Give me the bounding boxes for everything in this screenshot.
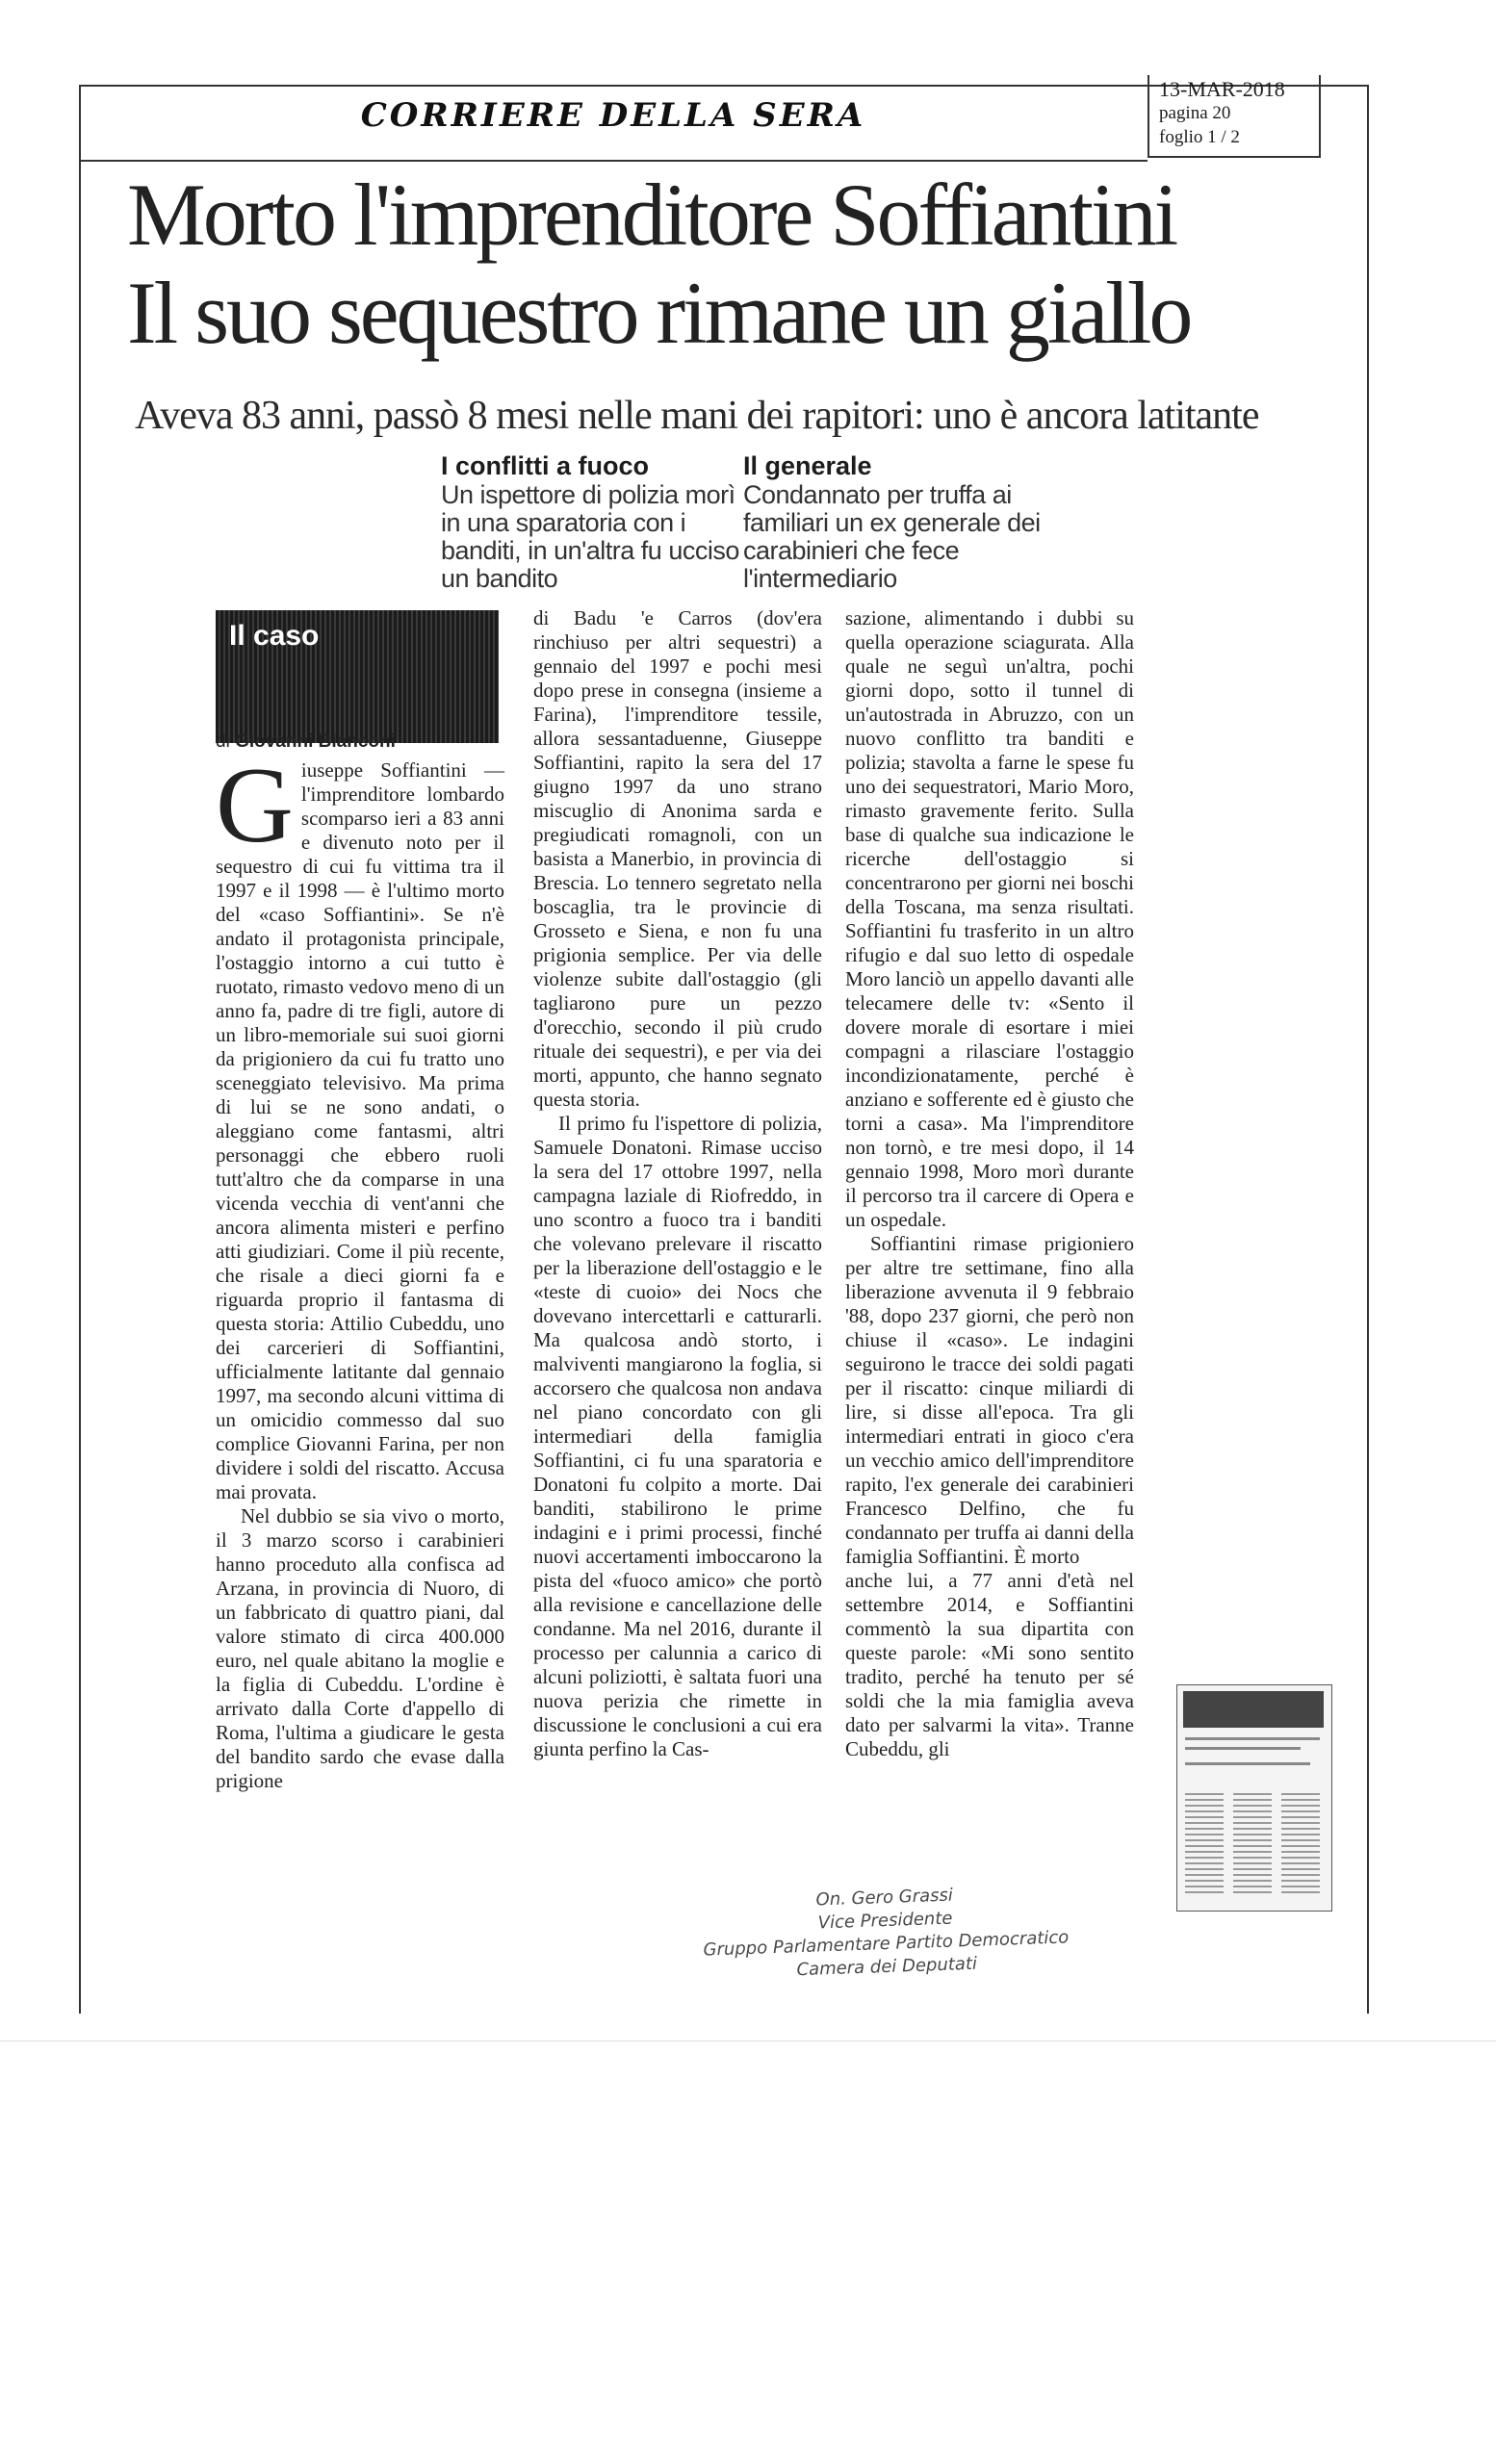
article-paragraph: anche lui, a 77 anni d'età nel settembre 2014, e Soffiantini commentò la sua dipartita con queste parole: «Mi sono sentito tradito, perché ha tenuto per sé soldi che la mia famiglia aveva dato per salvarmi la vita». Tranne Cubeddu, gli: [845, 1569, 1134, 1760]
article-column-2: [533, 606, 822, 1761]
caso-label: Il caso: [229, 620, 320, 652]
kicker-text: Un ispettore di polizia morì in una sparatoria con i banditi, in un'altra fu ucciso un bandito: [441, 480, 739, 593]
stamp-line: Vice Presidente: [817, 1908, 953, 1934]
dropcap: G: [216, 746, 294, 865]
clipping-page: pagina 20: [1159, 103, 1231, 123]
article-column-4: [845, 1569, 1134, 1761]
headline: [127, 166, 1340, 362]
masthead-box: [79, 85, 1148, 162]
kicker-title: I conflitti a fuoco: [441, 451, 649, 480]
kicker-title: Il generale: [743, 451, 872, 480]
clipping-sheet: foglio 1 / 2: [1159, 127, 1240, 147]
article-paragraph: sazione, alimentando i dubbi su quella operazione sciagurata. Alla quale ne seguì un'altra, pochi giorni dopo, sotto il tunnel di un'autostrada in Abruzzo, con un nuovo conflitto tra banditi e polizia; stavolta a farne le spese fu uno dei sequestratori, Mario Moro, rimasto gravemente ferito. Sulla base di qualche sua indicazione le ricerche dell'ostaggio si concentrarono per giorni nei boschi della Toscana, ma senza risultati. Soffiantini fu trasferito in un altro rifugio e dal suo letto di ospedale Moro lanciò un appello davanti alle telecamere delle tv: «Sento il dovere morale di esortare i miei compagni a rilasciare l'ostaggio incondizionatamente, perché è anziano e sofferente ed è giusto che torni a casa». Ma l'imprenditore non tornò, e tre mesi dopo, il 14 gennaio 1998, Moro morì durante il percorso tra il carcere di Opera e un ospedale.: [845, 606, 1134, 1231]
masthead: CORRIERE DELLA SERA: [360, 96, 866, 135]
paragraph-text: iuseppe Soffiantini — l'imprenditore lombardo scomparso ieri a 83 anni e divenuto noto per il sequestro di cui fu vittima tra il 1997 e il 1998 — è l'ultimo morto del «caso Soffiantini». Se n'è andato il protagonista principale, l'ostaggio intorno a cui tutto è ruotato, rimasto vedovo meno di un anno fa, padre di tre figli, autore di un libro-memoriale sui suoi giorni da prigioniero da cui fu tratto uno sceneggiato televisivo. Ma prima di lui se ne sono andati, o aleggiano come fantasmi, altri personaggi che ebbero ruoli tutt'altro che da comparse in una vicenda vecchia di vent'anni che ancora alimenta misteri e perfino atti giudiziari. Come il più recente, che risale a dieci giorni fa e riguarda proprio il fantasma di questa storia: Attilio Cubeddu, uno dei carcerieri di Soffiantini, ufficialmente latitante dal gennaio 1997, ma secondo alcuni vittima di un omicidio commesso dal suo complice Giovanni Farina, per non dividere i soldi del riscatto. Accusa mai provata.: [216, 758, 504, 1503]
thumbnail-headline-line: [1185, 1737, 1320, 1740]
article-column-1: [216, 746, 504, 1793]
clipping-meta: [1148, 75, 1321, 158]
article-paragraph: di Badu 'e Carros (dov'era rinchiuso per altri sequestri) a gennaio del 1997 e pochi mesi dopo prese in consegna (insieme a Farina), l'imprenditore tessile, allora sessantaduenne, Giuseppe Soffiantini, rapito la sera del 17 giugno 1997 da uno strano miscuglio di Anonima sarda e pregiudicati romagnoli, con un basista a Manerbio, in provincia di Brescia. Lo tennero segretato nella boscaglia, tra le provincie di Grosseto e Siena, e non fu una prigionia semplice. Per via delle violenze subite dall'ostaggio (gli tagliarono pure un pezzo d'orecchio, secondo il più crudo rituale dei sequestri), e per via dei morti, appunto, che hanno segnato questa storia.: [533, 606, 822, 1111]
kicker-conflitti: [441, 450, 759, 593]
subheadline: Aveva 83 anni, passò 8 mesi nelle mani dei rapitori: uno è ancora latitante: [135, 394, 1259, 438]
kicker-generale: [743, 450, 1061, 593]
thumbnail-text-column: [1281, 1793, 1320, 1895]
article-paragraph: [216, 746, 504, 1504]
thumbnail-text-column: [1185, 1793, 1224, 1895]
thumbnail-photo: [1183, 1691, 1324, 1728]
article-paragraph: Nel dubbio se sia vivo o morto, il 3 marzo scorso i carabinieri hanno proceduto alla confisca ad Arzana, in provincia di Nuoro, di un fabbricato di quattro piani, dal valore stimato di circa 400.000 euro, nel quale abitano la moglie e la figlia di Cubeddu. L'ordine è arrivato dalla Corte d'appello di Roma, l'ultima a giudicare le gesta del bandito sardo che evase dalla prigione: [216, 1504, 504, 1792]
article-paragraph: Il primo fu l'ispettore di polizia, Samuele Donatoni. Rimase ucciso la sera del 17 ottobre 1997, nella campagna laziale di Riofreddo, in uno scontro a fuoco tra i banditi che volevano prelevare il riscatto per la liberazione dell'ostaggio e le «teste di cuoio» dei Nocs che dovevano intercettarli e catturarli. Ma qualcosa andò storto, i malviventi mangiarono la foglia, si accorsero che qualcosa non andava nel piano concordato con gli intermediari della famiglia Soffiantini, ci fu una sparatoria e Donatoni fu colpito a morte. Dai banditi, stabilirono le prime indagini e i primi processi, finché nuovi accertamenti imboccarono la pista del «fuoco amico» che portò alla revisione e cancellazione delle condanne. Ma nel 2016, durante il processo per calunnia a carico di alcuni poliziotti, è saltata fuori una nuova perizia che rimette in discussione le conclusioni a cui era giunta perfino la Cas-: [533, 1112, 822, 1760]
clipping-date: 13-MAR-2018: [1159, 77, 1285, 101]
byline-author: Giovanni Bianconi: [235, 732, 396, 752]
article-paragraph: Soffiantini rimase prigioniero per altre tre settimane, fino alla liberazione avvenuta il 9 febbraio '88, dopo 237 giorni, che però non chiuse il «caso». Le indagini seguirono le tracce dei soldi pagati per il riscatto: cinque miliardi di lire, si disse all'epoca. Tra gli intermediari entrati in gioco c'era un vecchio amico dell'imprenditore rapito, l'ex generale dei carabinieri Francesco Delfino, che fu condannato per truffa ai danni della famiglia Soffiantini. È morto: [845, 1232, 1134, 1568]
signature-stamp: [614, 1877, 1156, 1988]
article-column-3: [845, 606, 1134, 1569]
thumbnail-text-column: [1233, 1793, 1272, 1895]
byline-prefix: di: [216, 732, 230, 752]
thumbnail-subheadline-line: [1185, 1762, 1310, 1765]
stamp-line: Camera dei Deputati: [796, 1953, 978, 1981]
scan-edge: [0, 2040, 1496, 2041]
headline-line-1: Morto l'imprenditore Soffiantini: [127, 166, 1176, 264]
stamp-line: Gruppo Parlamentare Partito Democratico: [703, 1927, 1070, 1961]
thumbnail-headline-line: [1185, 1747, 1301, 1750]
kicker-text: Condannato per truffa ai familiari un ex generale dei carabinieri che fece l'intermediario: [743, 480, 1041, 593]
headline-line-2: Il suo sequestro rimane un giallo: [127, 264, 1191, 362]
page-thumbnail: [1176, 1684, 1332, 1912]
caso-box: [216, 610, 499, 743]
stamp-line: On. Gero Grassi: [815, 1885, 954, 1911]
